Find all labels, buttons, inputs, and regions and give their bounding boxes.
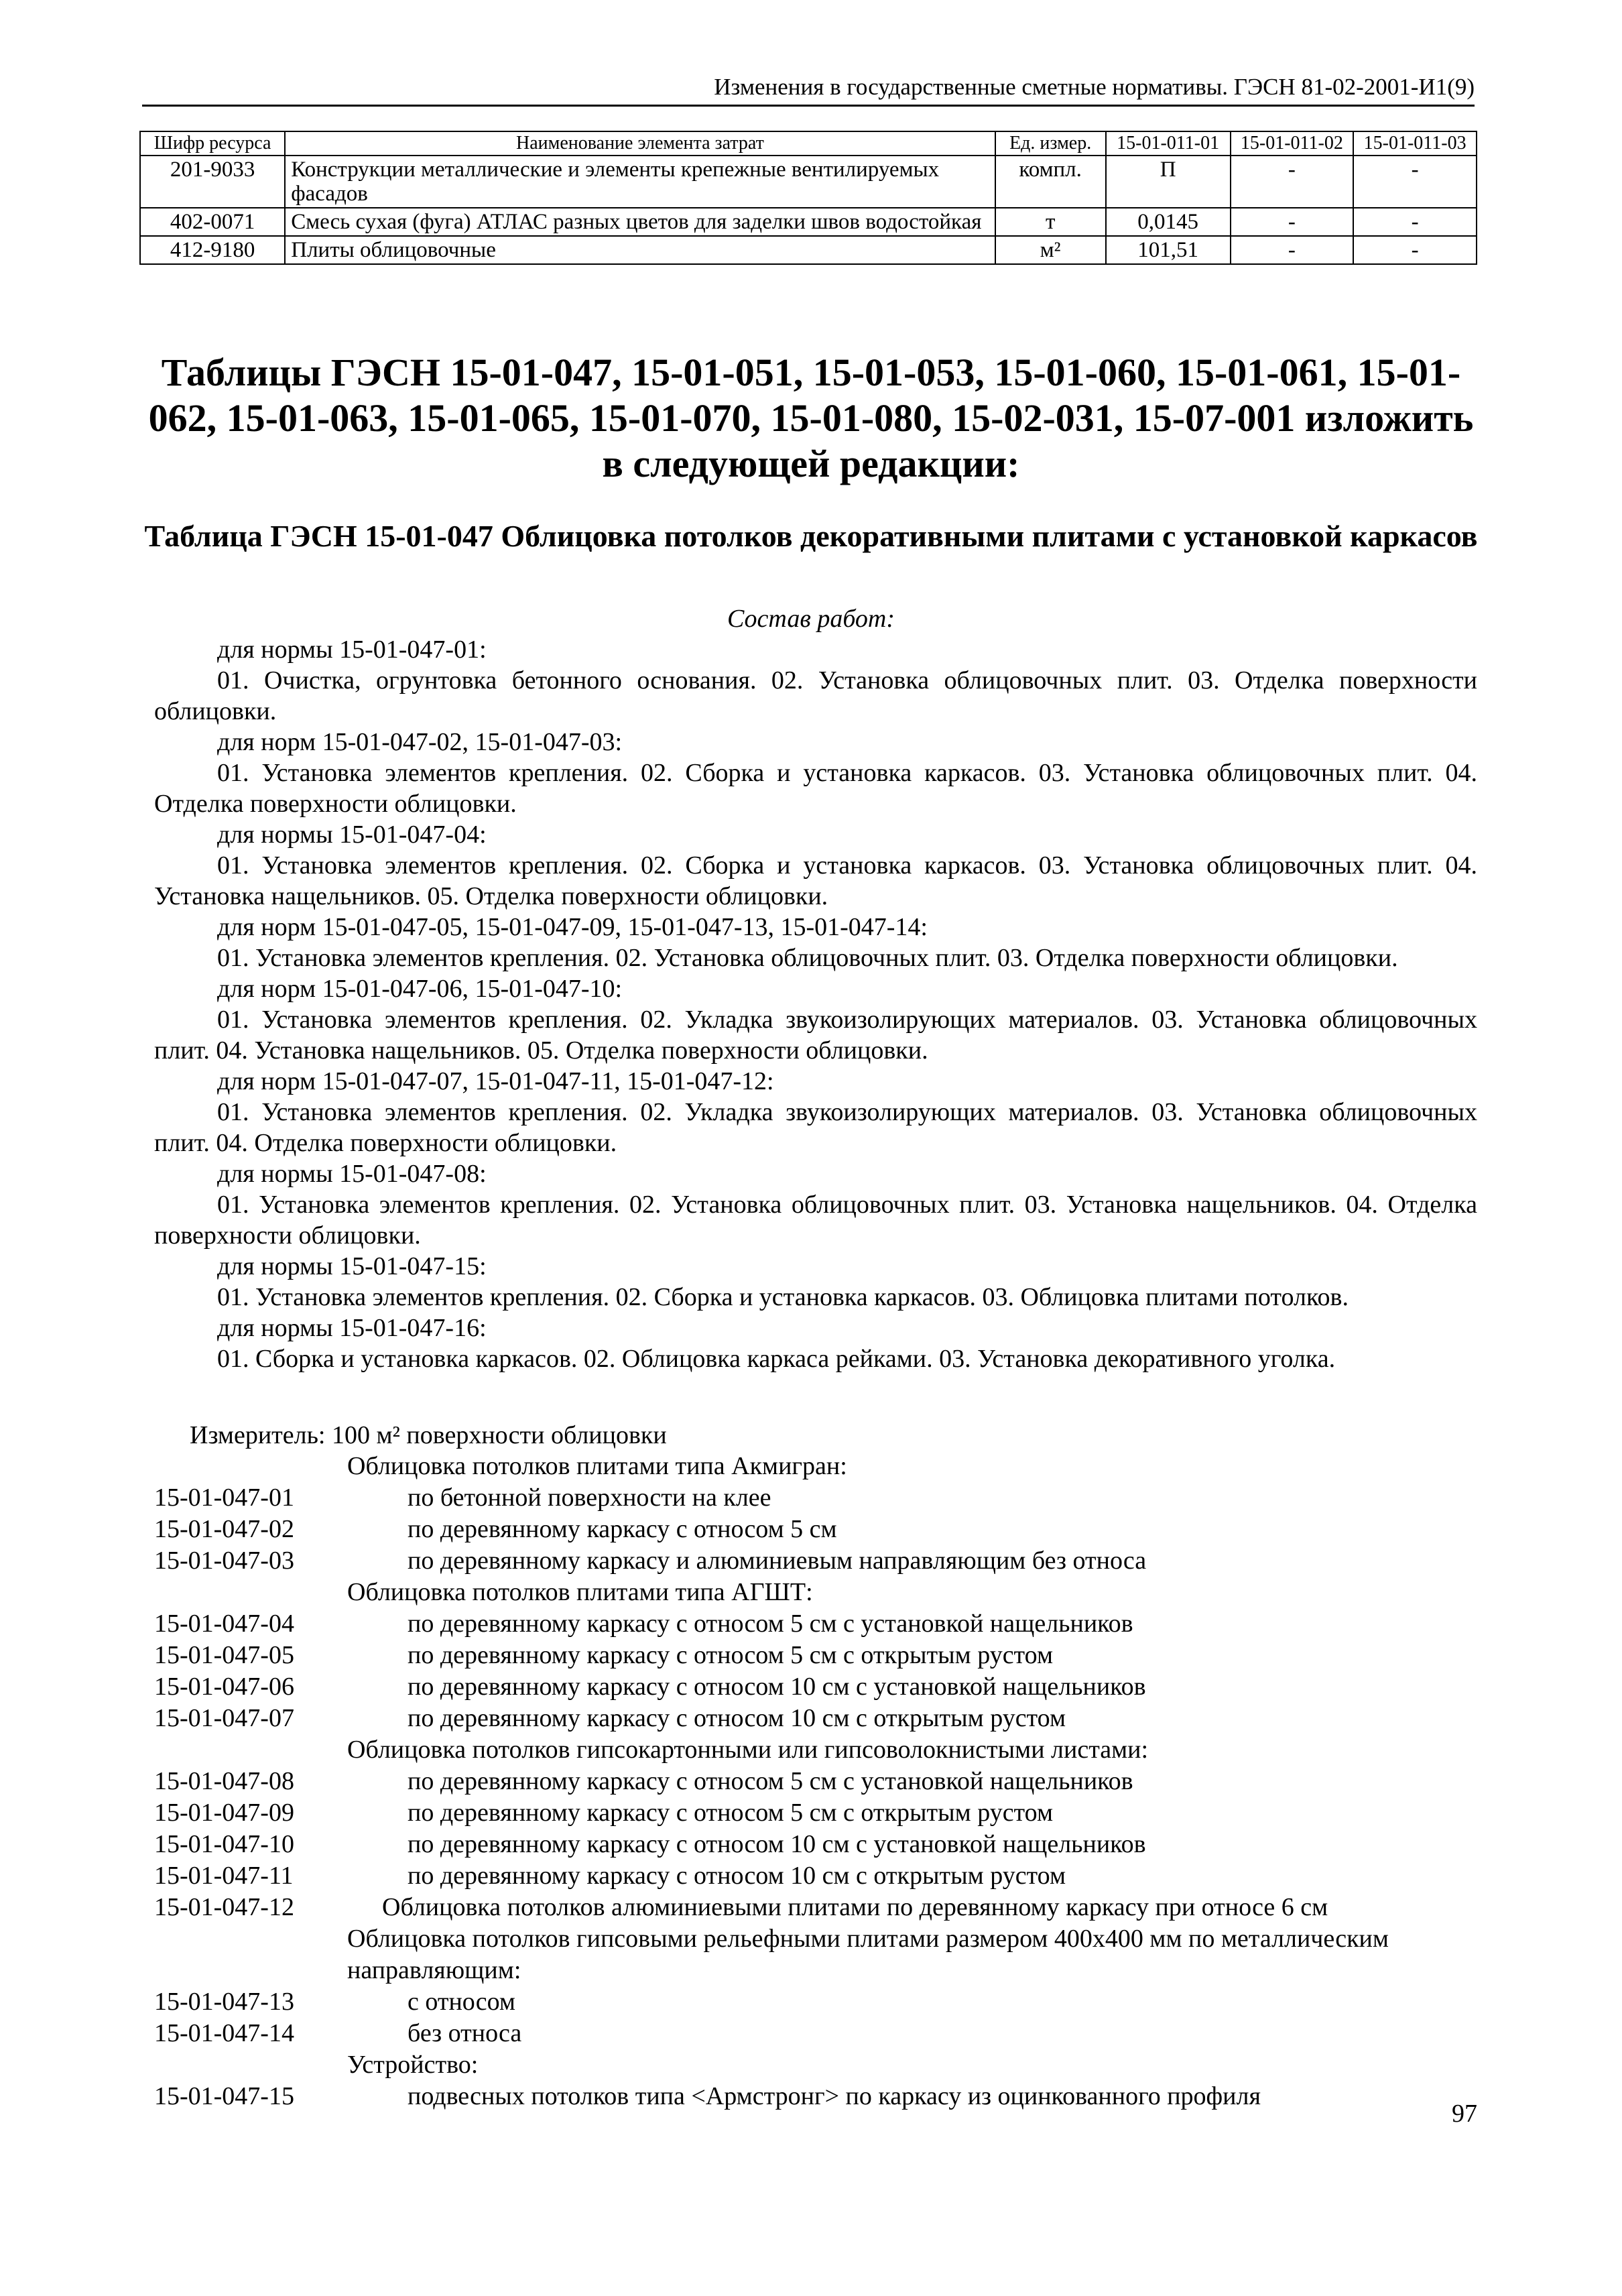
norm-row xyxy=(154,2081,1477,2112)
table-cell: Конструкции металлические и элементы крепежные вентилируемых фасадов xyxy=(285,156,995,208)
table-cell: 402-0071 xyxy=(140,208,285,236)
works-norm-label: для нормы 15-01-047-01: xyxy=(217,636,487,664)
measure-unit: Измеритель: 100 м² поверхности облицовки xyxy=(190,1421,667,1449)
table-cell: Смесь сухая (фуга) АТЛАС разных цветов для заделки швов водостойкая xyxy=(285,208,995,236)
norm-code: 15-01-047-14 xyxy=(154,2019,294,2047)
norm-description: по деревянному каркасу с относом 5 см xyxy=(408,1515,837,1543)
norm-description: по деревянному каркасу с относом 10 см с установкой нащельников xyxy=(408,1830,1146,1858)
norm-description: по деревянному каркасу с относом 5 см с установкой нащельников xyxy=(408,1767,1133,1795)
column-header: 15-01-011-02 xyxy=(1231,131,1354,156)
column-header: Наименование элемента затрат xyxy=(285,131,995,156)
norm-description: по деревянному каркасу с относом 5 см с открытым рустом xyxy=(408,1641,1053,1669)
norm-code: 15-01-047-12 xyxy=(154,1893,294,1921)
norm-row xyxy=(154,1671,1477,1703)
norm-description: Облицовка потолков алюминиевыми плитами по деревянному каркасу при относе 6 см xyxy=(382,1893,1328,1921)
works-norm-label: для нормы 15-01-047-16: xyxy=(217,1314,487,1342)
norm-row xyxy=(154,1986,1477,2018)
table-cell: компл. xyxy=(995,156,1106,208)
running-header: Изменения в государственные сметные нормативы. ГЭСН 81-02-2001-И1(9) xyxy=(142,72,1475,107)
norm-description: по бетонной поверхности на клее xyxy=(408,1484,771,1512)
table-cell: Плиты облицовочные xyxy=(285,236,995,264)
works-description: 01. Установка элементов крепления. 02. Укладка звукоизолирующих материалов. 03. Установка облицовочных плит. 04. Установка нащельников. 05. Отделка поверхности облицовки. xyxy=(154,1006,1477,1065)
norm-description: по деревянному каркасу с относом 5 см с открытым рустом xyxy=(408,1799,1053,1827)
norm-group-heading: Облицовка потолков плитами типа АГШТ: xyxy=(347,1578,813,1606)
norm-code: 15-01-047-04 xyxy=(154,1610,294,1638)
norm-code: 15-01-047-07 xyxy=(154,1704,294,1732)
column-header: 15-01-011-01 xyxy=(1106,131,1231,156)
works-description: 01. Установка элементов крепления. 02. Сборка и установка каркасов. 03. Установка облицовочных плит. 04. Установка нащельников. 05. Отделка поверхности облицовки. xyxy=(154,851,1477,910)
table-cell: - xyxy=(1231,156,1354,208)
norm-description: подвесных потолков типа <Армстронг> по каркасу из оцинкованного профиля xyxy=(408,2082,1261,2110)
norm-code: 15-01-047-03 xyxy=(154,1547,294,1575)
norm-code: 15-01-047-15 xyxy=(154,2082,294,2110)
page-number: 97 xyxy=(1452,2100,1477,2128)
norm-row xyxy=(154,1640,1477,1671)
table-cell: - xyxy=(1353,208,1477,236)
table-cell: - xyxy=(1231,208,1354,236)
works-description: 01. Установка элементов крепления. 02. Укладка звукоизолирующих материалов. 03. Установка облицовочных плит. 04. Отделка поверхности облицовки. xyxy=(154,1098,1477,1157)
table-row xyxy=(140,208,1477,236)
table-cell: 101,51 xyxy=(1106,236,1231,264)
works-norm-label: для нормы 15-01-047-08: xyxy=(217,1160,487,1188)
works-description: 01. Установка элементов крепления. 02. Установка облицовочных плит. 03. Установка нащельников. 04. Отделка поверхности облицовки. xyxy=(154,1191,1477,1250)
norm-group-heading: Облицовка потолков плитами типа Акмигран: xyxy=(347,1452,847,1480)
column-header: 15-01-011-03 xyxy=(1353,131,1477,156)
norm-description: по деревянному каркасу с относом 10 см с открытым рустом xyxy=(408,1862,1066,1890)
table-cell: П xyxy=(1106,156,1231,208)
norm-row xyxy=(154,1514,1477,1545)
column-header: Ед. измер. xyxy=(995,131,1106,156)
works-norm-label: для норм 15-01-047-06, 15-01-047-10: xyxy=(217,975,623,1003)
norm-description: с относом xyxy=(408,1988,515,2016)
norm-row xyxy=(154,1482,1477,1514)
works-description: 01. Сборка и установка каркасов. 02. Облицовка каркаса рейками. 03. Установка декоративного уголка. xyxy=(217,1345,1336,1373)
norm-description: по деревянному каркасу с относом 10 см с установкой нащельников xyxy=(408,1673,1146,1701)
norm-row xyxy=(154,1703,1477,1734)
table-cell: - xyxy=(1353,236,1477,264)
table-header-row xyxy=(140,131,1477,156)
table-cell: - xyxy=(1353,156,1477,208)
table-title: Таблица ГЭСН 15-01-047 Облицовка потолков декоративными плитами с установкой каркасов xyxy=(144,519,1478,553)
works-description: 01. Очистка, огрунтовка бетонного основания. 02. Установка облицовочных плит. 03. Отделка поверхности облицовки. xyxy=(154,666,1477,725)
table-cell: 0,0145 xyxy=(1106,208,1231,236)
norm-row xyxy=(154,1892,1477,1923)
norm-description: без относа xyxy=(408,2019,522,2047)
norm-description: по деревянному каркасу с относом 10 см с открытым рустом xyxy=(408,1704,1066,1732)
table-cell: 201-9033 xyxy=(140,156,285,208)
works-norm-label: для нормы 15-01-047-15: xyxy=(217,1252,487,1280)
works-description: 01. Установка элементов крепления. 02. Сборка и установка каркасов. 03. Установка облицовочных плит. 04. Отделка поверхности облицовки. xyxy=(154,759,1477,818)
works-norm-label: для нормы 15-01-047-04: xyxy=(217,821,487,849)
norm-group-heading: Облицовка потолков гипсовыми рельефными плитами размером 400х400 мм по металлическим направляющим: xyxy=(347,1925,1389,1984)
norm-group-heading: Облицовка потолков гипсокартонными или гипсоволокнистыми листами: xyxy=(347,1736,1149,1764)
norm-code: 15-01-047-11 xyxy=(154,1862,294,1890)
norms-list xyxy=(154,1451,1477,2112)
works-description: 01. Установка элементов крепления. 02. Сборка и установка каркасов. 03. Облицовка плитами потолков. xyxy=(217,1283,1349,1311)
composition-label: Состав работ: xyxy=(727,605,895,633)
norm-code: 15-01-047-01 xyxy=(154,1484,294,1512)
works-norm-label: для норм 15-01-047-02, 15-01-047-03: xyxy=(217,728,623,756)
norm-code: 15-01-047-10 xyxy=(154,1830,294,1858)
column-header: Шифр ресурса xyxy=(140,131,285,156)
norm-row xyxy=(154,1829,1477,1860)
norm-description: по деревянному каркасу и алюминиевым направляющим без относа xyxy=(408,1547,1147,1575)
table-row xyxy=(140,156,1477,208)
norm-row xyxy=(154,2018,1477,2049)
norm-description: по деревянному каркасу с относом 5 см с установкой нащельников xyxy=(408,1610,1133,1638)
works-norm-label: для норм 15-01-047-05, 15-01-047-09, 15-01-047-13, 15-01-047-14: xyxy=(217,913,928,941)
norm-code: 15-01-047-02 xyxy=(154,1515,294,1543)
norm-code: 15-01-047-06 xyxy=(154,1673,294,1701)
norm-row xyxy=(154,1608,1477,1640)
table-cell: м² xyxy=(995,236,1106,264)
resource-table xyxy=(139,131,1477,265)
works-description: 01. Установка элементов крепления. 02. Установка облицовочных плит. 03. Отделка поверхности облицовки. xyxy=(217,944,1398,972)
works-list xyxy=(154,634,1477,1374)
works-norm-label: для норм 15-01-047-07, 15-01-047-11, 15-01-047-12: xyxy=(217,1067,774,1095)
norm-row xyxy=(154,1797,1477,1829)
norm-code: 15-01-047-13 xyxy=(154,1988,294,2016)
norm-code: 15-01-047-09 xyxy=(154,1799,294,1827)
norm-code: 15-01-047-08 xyxy=(154,1767,294,1795)
norm-code: 15-01-047-05 xyxy=(154,1641,294,1669)
norm-row xyxy=(154,1860,1477,1892)
norm-row xyxy=(154,1766,1477,1797)
section-heading: Таблицы ГЭСН 15-01-047, 15-01-051, 15-01-053, 15-01-060, 15-01-061, 15-01-062, 15-01-063, 15-01-065, 15-01-070, 15-01-080, 15-02-031, 15-07-001 изложить в следующей редакции: xyxy=(148,351,1474,485)
table-cell: 412-9180 xyxy=(140,236,285,264)
table-cell: т xyxy=(995,208,1106,236)
norm-group-heading: Устройство: xyxy=(347,2051,479,2079)
table-row xyxy=(140,236,1477,264)
table-cell: - xyxy=(1231,236,1354,264)
norm-row xyxy=(154,1545,1477,1577)
